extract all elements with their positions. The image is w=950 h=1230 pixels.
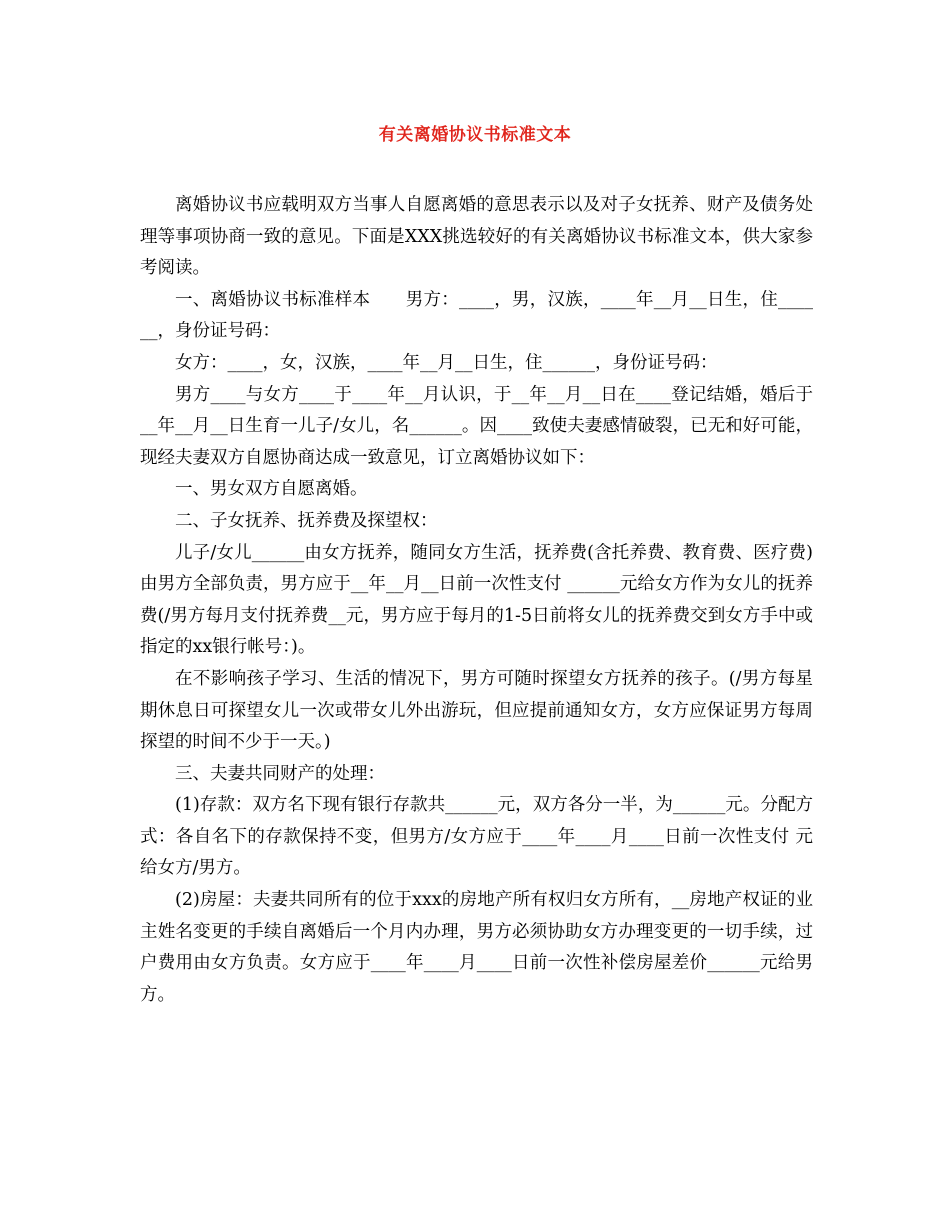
paragraph-visitation: 在不影响孩子学习、生活的情况下，男方可随时探望女方抚养的孩子。(/男方每星期休息日可探望女儿一次或带女儿外出游玩，但应提前通知女方，女方应保证男方每周探望的时间不少于一天。) [140,668,813,753]
document-title: 有关离婚协议书标准文本 [378,125,572,145]
paragraph-house: (2)房屋：夫妻共同所有的位于xxx的房地产所有权归女方所有，__房地产权证的业主姓名变更的手续自离婚后一个月内办理，男方必须协助女方办理变更的一切手续，过户费用由女方负责。女方应于____年____月____日前一次性补偿房屋差价______元给男方。 [140,890,813,1005]
paragraph-clause-2-heading: 二、子女抚养、抚养费及探望权： [175,510,438,531]
paragraph-clause-1: 一、男女双方自愿离婚。 [175,479,368,500]
paragraph-intro: 离婚协议书应载明双方当事人自愿离婚的意思表示以及对子女抚养、财产及债务处理等事项协商一致的意见。下面是XXX挑选较好的有关离婚协议书标准文本，供大家参考阅读。 [140,195,813,279]
paragraph-female: 女方：____，女，汉族，____年__月__日生，住______，身份证号码： [175,352,718,373]
paragraph-sample-male: 一、离婚协议书标准样本 男方：____，男，汉族，____年__月__日生，住______，身份证号码： [140,289,813,342]
paragraph-deposits: (1)存款：双方名下现有银行存款共______元，双方各分一半，为______元。分配方式：各自名下的存款保持不变，但男方/女方应于____年____月____日前一次性支付 元给女方/男方。 [140,795,813,879]
document-body [140,190,813,1011]
paragraph-child-support: 儿子/女儿______由女方抚养，随同女方生活，抚养费(含托养费、教育费、医疗费)由男方全部负责，男方应于__年__月__日前一次性支付 ______元给女方作为女儿的抚养费(/男方每月支付抚养费__元，男方应于每月的1-5日前将女儿的抚养费交到女方手中或指定的xx银行帐号：)。 [140,542,813,658]
paragraph-clause-3-heading: 三、夫妻共同财产的处理： [175,763,385,784]
paragraph-marriage-history: 男方____与女方____于____年__月认识，于__年__月__日在____登记结婚，婚后于__年__月__日生育一儿子/女儿，名______。因____致使夫妻感情破裂，已无和好可能，现经夫妻双方自愿协商达成一致意见，订立离婚协议如下： [140,384,813,468]
